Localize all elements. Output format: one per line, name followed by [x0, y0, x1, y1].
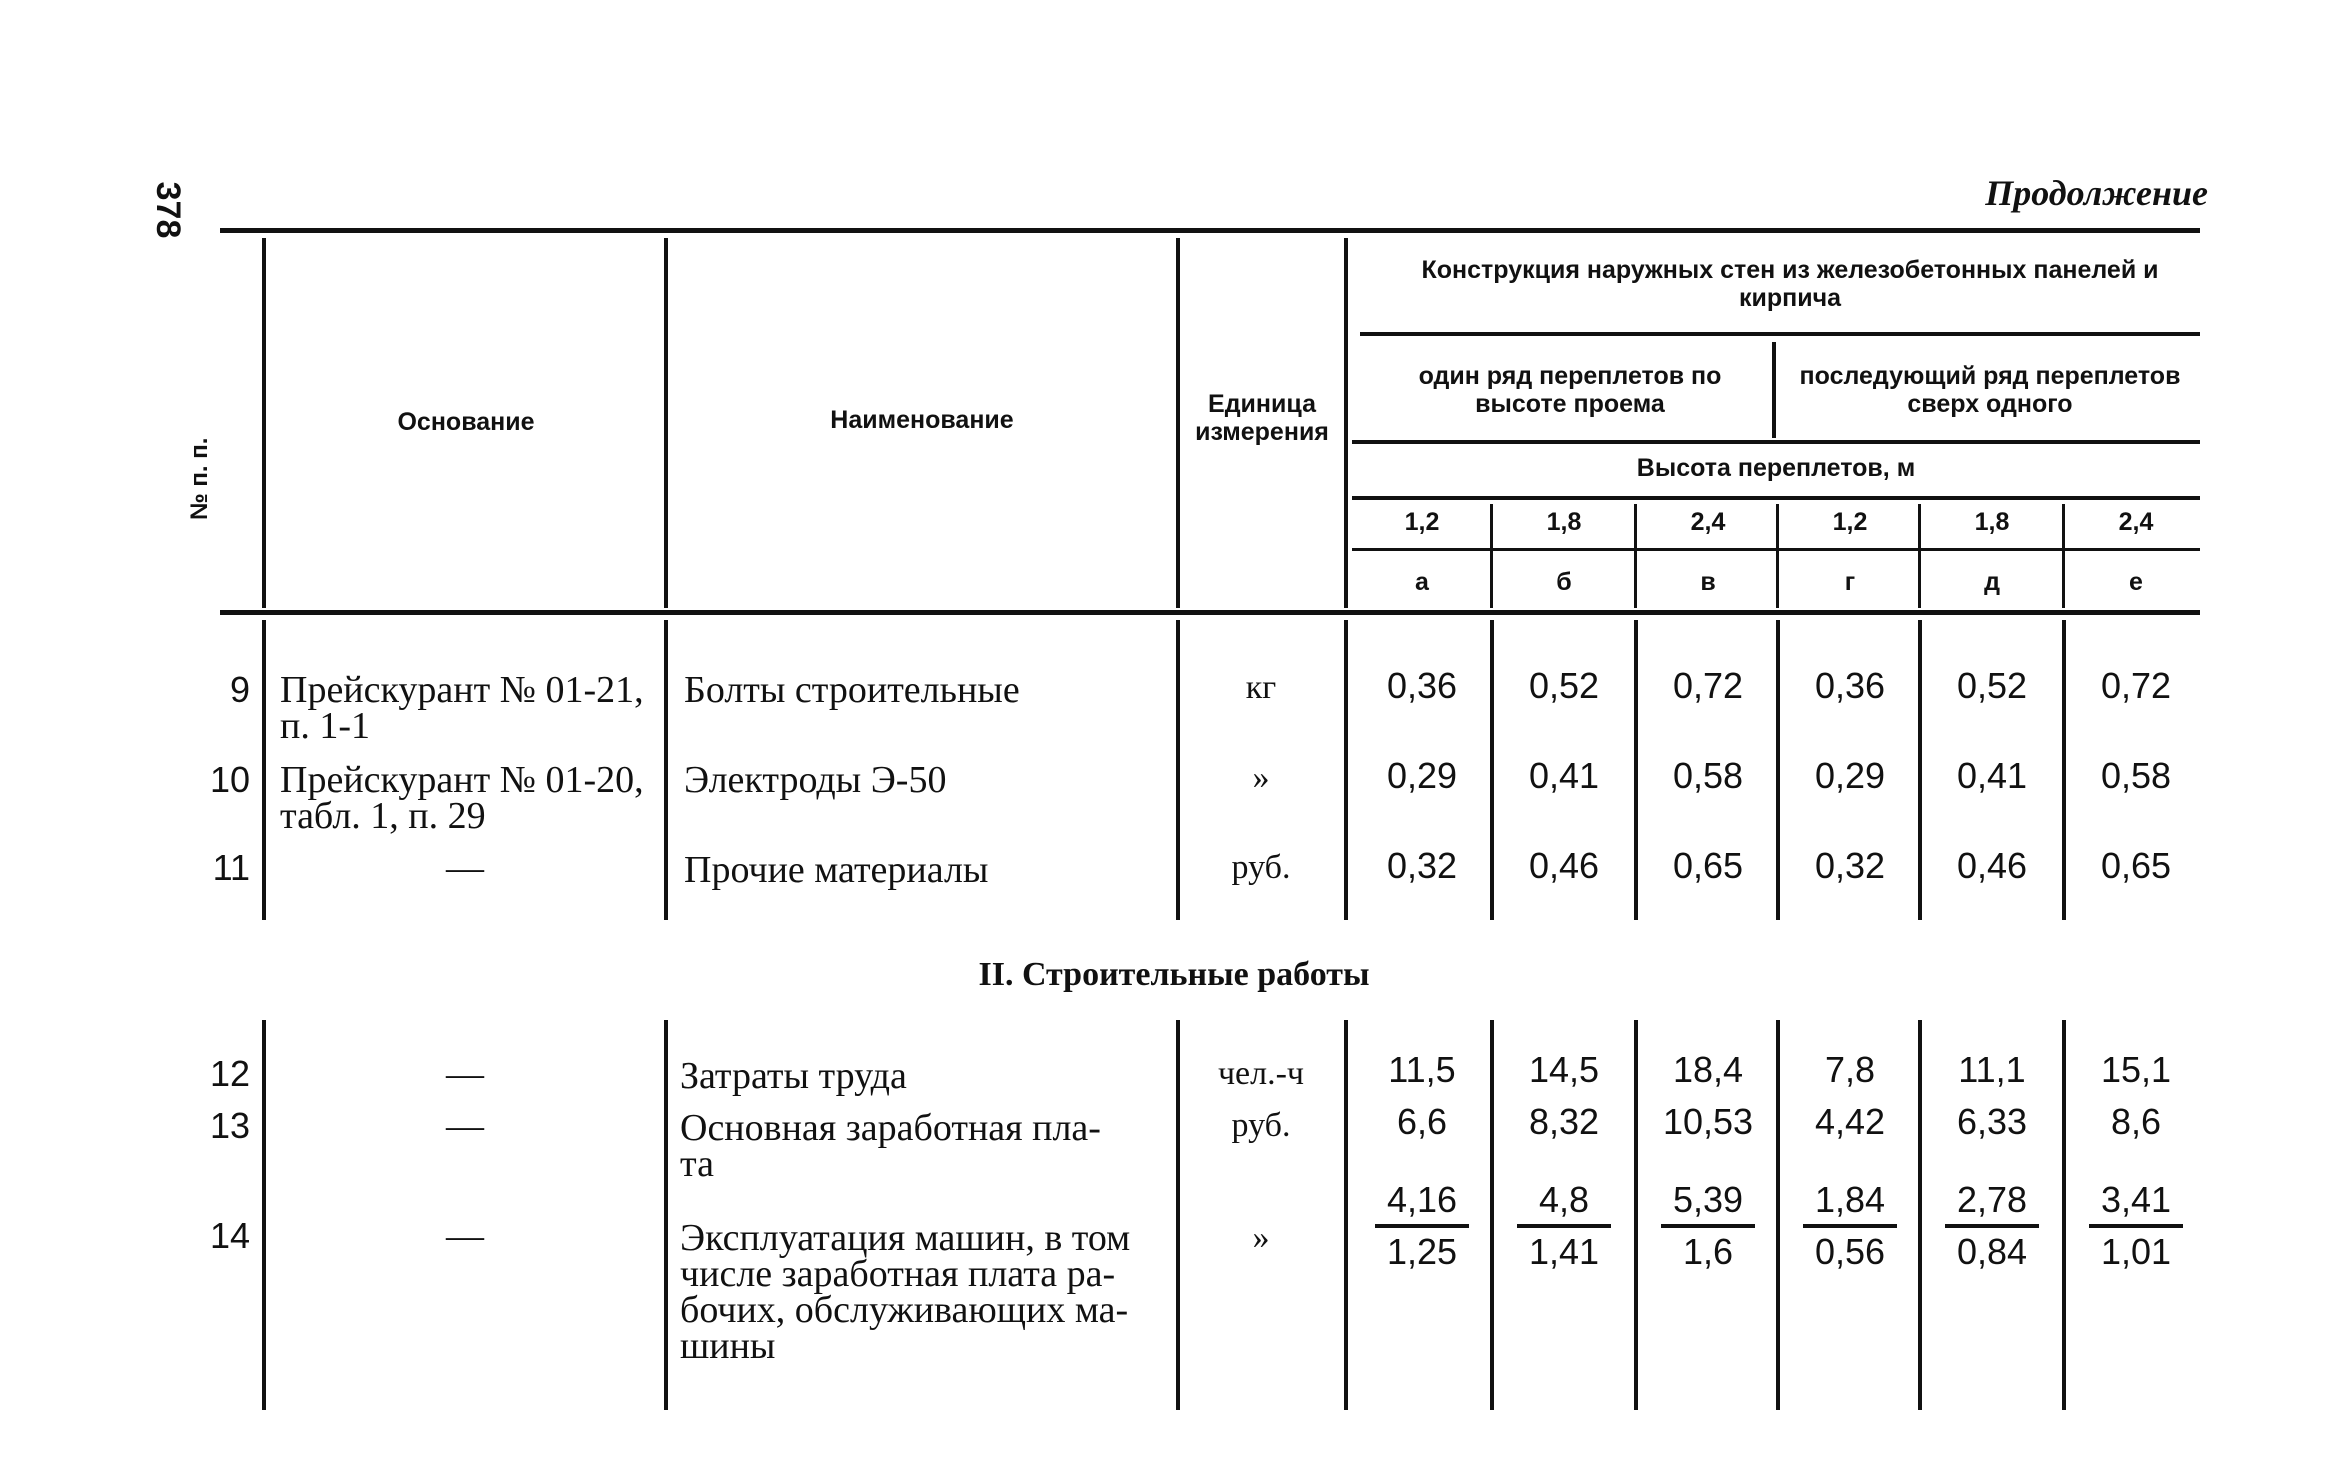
- value-cell: 15,1: [2100, 1049, 2172, 1090]
- fraction-denominator: 0,84: [1956, 1231, 2028, 1272]
- row-name: та: [680, 1143, 714, 1185]
- value-cell: 14,5: [1528, 1049, 1600, 1090]
- value-cell: 8,6: [2110, 1101, 2162, 1142]
- fraction-cell: [1638, 1180, 1778, 1272]
- value-cell: 11,1: [1958, 1049, 2026, 1090]
- value-cell: 0,41: [1528, 755, 1600, 796]
- column-letter: а: [1415, 568, 1429, 596]
- value-cell: 0,41: [1956, 755, 2028, 796]
- row-unit: кг: [1245, 669, 1277, 706]
- row-basis: п. 1-1: [280, 705, 370, 747]
- column-divider: [664, 1020, 668, 1410]
- height-value: 2,4: [2118, 508, 2154, 536]
- fraction-denominator: 1,25: [1386, 1231, 1458, 1272]
- fraction-bar: [1803, 1224, 1897, 1228]
- value-cell: 0,58: [2100, 755, 2172, 796]
- height-value: 2,4: [1690, 508, 1726, 536]
- row-basis: —: [446, 1105, 484, 1147]
- column-letter: е: [2129, 568, 2143, 596]
- fraction-numerator: 4,8: [1538, 1179, 1590, 1220]
- header-subrule: [1352, 440, 2200, 444]
- value-cell: 8,32: [1528, 1101, 1600, 1142]
- row-unit: »: [1252, 759, 1270, 796]
- page-number: 378: [149, 181, 187, 239]
- column-header-basis: Основание: [397, 408, 535, 436]
- fraction-cell: [2066, 1180, 2206, 1272]
- header-divider: [1344, 238, 1348, 608]
- value-cell: 6,33: [1956, 1101, 2028, 1142]
- row-number: 12: [209, 1053, 250, 1094]
- column-header-name: Наименование: [830, 406, 1014, 434]
- header-divider: [262, 238, 266, 608]
- column-letter: б: [1556, 568, 1572, 596]
- value-cell: 0,72: [2100, 665, 2172, 706]
- row-number: 11: [212, 847, 250, 888]
- value-cell: 7,8: [1824, 1049, 1876, 1090]
- value-cell: 0,52: [1528, 665, 1600, 706]
- fraction-denominator: 0,56: [1814, 1231, 1886, 1272]
- height-value: 1,8: [1546, 508, 1582, 536]
- column-letter: в: [1700, 568, 1716, 596]
- fraction-numerator: 1,84: [1814, 1179, 1886, 1220]
- fraction-denominator: 1,41: [1528, 1231, 1600, 1272]
- height-label: Высота переплетов, м: [1636, 454, 1916, 482]
- value-cell: 0,46: [1956, 845, 2028, 886]
- value-cell: 0,36: [1814, 665, 1886, 706]
- column-letter: г: [1844, 568, 1856, 596]
- row-name: Болты строительные: [684, 669, 1020, 711]
- value-cell: 6,6: [1396, 1101, 1448, 1142]
- column-divider: [664, 620, 668, 920]
- row-basis: Прейскурант № 01-21,: [280, 669, 644, 711]
- value-cell: 0,65: [1672, 845, 1744, 886]
- header-subrule: [1360, 332, 2200, 336]
- subgroup-header-first: один ряд переплетов по высоте проема: [1418, 362, 1722, 418]
- height-value: 1,2: [1404, 508, 1440, 536]
- value-cell: 10,53: [1662, 1101, 1754, 1142]
- row-name: бочих, обслуживающих ма-: [680, 1289, 1129, 1331]
- fraction-bar: [1375, 1224, 1469, 1228]
- column-letter: д: [1984, 568, 2000, 596]
- value-cell: 0,36: [1386, 665, 1458, 706]
- fraction-cell: [1494, 1180, 1634, 1272]
- top-rule: [220, 228, 2200, 233]
- header-divider: [1772, 342, 1776, 438]
- height-value: 1,8: [1974, 508, 2010, 536]
- fraction-cell: [1780, 1180, 1920, 1272]
- value-cell: 18,4: [1672, 1049, 1744, 1090]
- row-name: Затраты труда: [680, 1055, 907, 1097]
- fraction-numerator: 5,39: [1672, 1179, 1744, 1220]
- row-number: 10: [209, 759, 250, 800]
- column-header-number: № п. п.: [186, 437, 213, 520]
- row-unit: »: [1252, 1219, 1270, 1256]
- fraction-bar: [1517, 1224, 1611, 1228]
- fraction-numerator: 3,41: [2100, 1179, 2172, 1220]
- row-name: Эксплуатация машин, в том: [680, 1217, 1131, 1259]
- row-unit: руб.: [1231, 1107, 1291, 1144]
- row-basis: табл. 1, п. 29: [280, 795, 486, 837]
- value-cell: 0,46: [1528, 845, 1600, 886]
- row-name: Прочие материалы: [684, 849, 989, 891]
- header-divider: [1176, 238, 1180, 608]
- fraction-cell: [1352, 1180, 1492, 1272]
- row-basis: —: [446, 1053, 484, 1095]
- row-number: 9: [229, 669, 250, 710]
- header-bottom-rule: [220, 610, 2200, 615]
- value-cell: 0,58: [1672, 755, 1744, 796]
- fraction-numerator: 4,16: [1386, 1179, 1458, 1220]
- value-cell: 0,32: [1814, 845, 1886, 886]
- value-cell: 0,32: [1386, 845, 1458, 886]
- row-name: Основная заработная пла-: [680, 1107, 1101, 1149]
- row-basis: —: [446, 847, 484, 889]
- fraction-cell: [1922, 1180, 2062, 1272]
- continuation-label: Продолжение: [1985, 173, 2208, 213]
- fraction-denominator: 1,01: [2100, 1231, 2172, 1272]
- value-cell: 11,5: [1388, 1049, 1456, 1090]
- row-name: шины: [680, 1325, 776, 1367]
- row-basis: Прейскурант № 01-20,: [280, 759, 644, 801]
- row-number: 13: [209, 1105, 250, 1146]
- fraction-bar: [1661, 1224, 1755, 1228]
- row-unit: руб.: [1231, 849, 1291, 886]
- row-name: Электроды Э-50: [684, 759, 947, 801]
- column-header-unit: Единица измерения: [1195, 390, 1329, 446]
- value-cell: 0,72: [1672, 665, 1744, 706]
- value-cell: 0,29: [1814, 755, 1886, 796]
- height-value: 1,2: [1832, 508, 1868, 536]
- row-unit: чел.-ч: [1217, 1055, 1305, 1092]
- column-group-header: Конструкция наружных стен из железобетонных панелей и кирпича: [1421, 256, 2159, 312]
- value-cell: 4,42: [1814, 1101, 1886, 1142]
- section-title: II. Строительные работы: [978, 956, 1370, 993]
- header-subrule: [1352, 496, 2200, 500]
- value-cell: 0,65: [2100, 845, 2172, 886]
- subgroup-header-next: последующий ряд переплетов сверх одного: [1799, 362, 2181, 418]
- row-basis: —: [446, 1215, 484, 1257]
- header-divider: [1634, 504, 1637, 608]
- value-cell: 0,29: [1386, 755, 1458, 796]
- fraction-numerator: 2,78: [1956, 1179, 2028, 1220]
- fraction-bar: [2089, 1224, 2183, 1228]
- row-number: 14: [209, 1215, 250, 1256]
- header-divider: [2062, 504, 2065, 608]
- fraction-denominator: 1,6: [1682, 1231, 1734, 1272]
- row-name: числе заработная плата ра-: [680, 1253, 1116, 1295]
- value-cell: 0,52: [1956, 665, 2028, 706]
- fraction-bar: [1945, 1224, 2039, 1228]
